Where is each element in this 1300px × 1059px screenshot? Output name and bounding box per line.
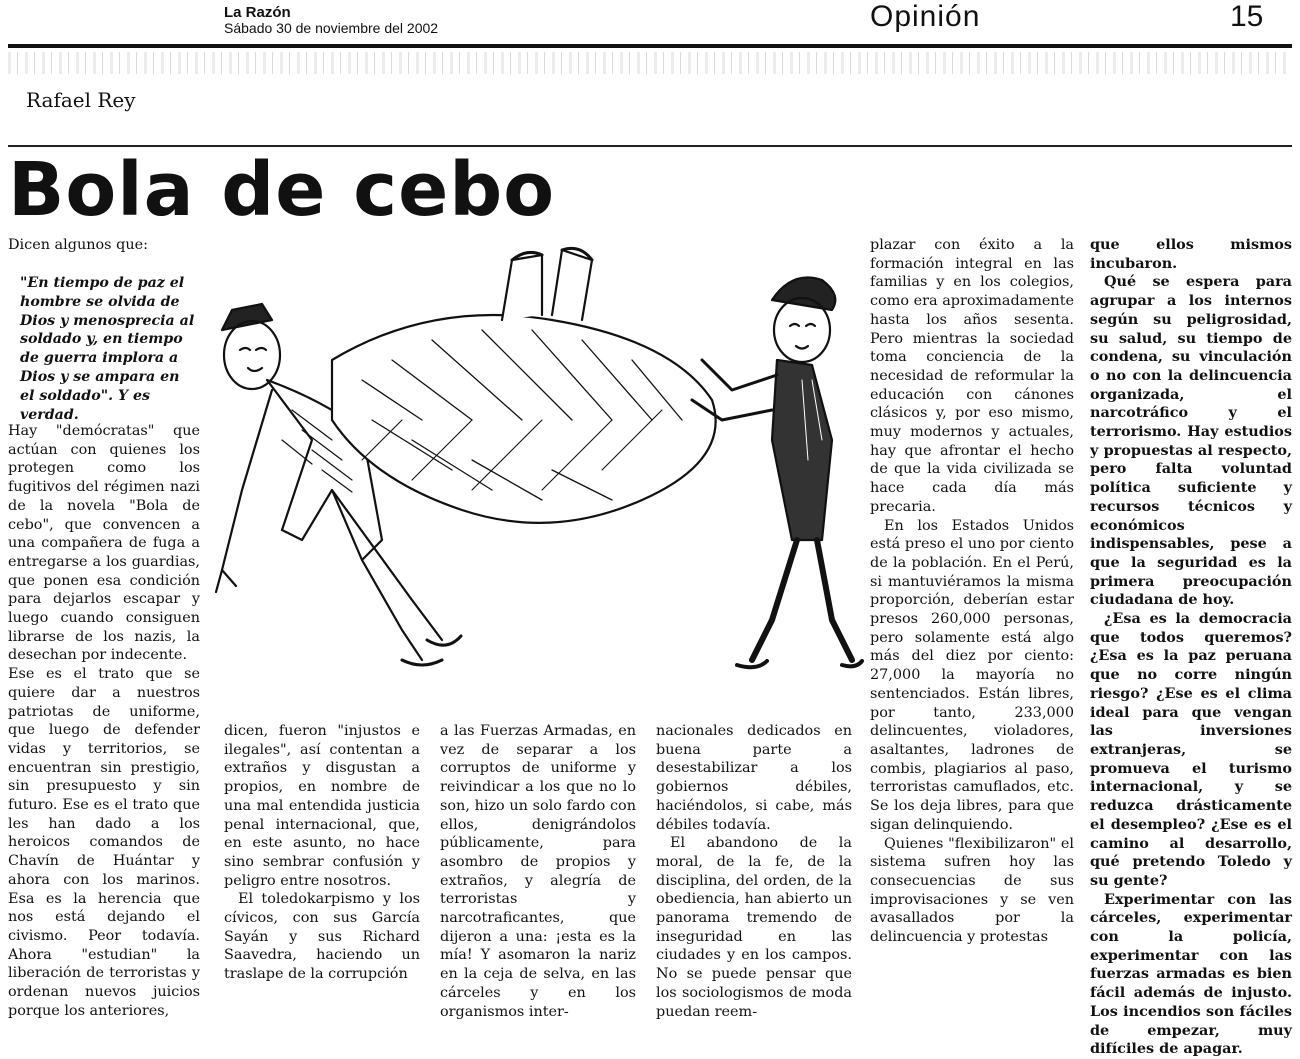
section-title: Opinión — [870, 0, 981, 33]
article-column-4 — [656, 722, 852, 1021]
article-column-1 — [8, 422, 200, 1021]
bundle-feet — [502, 250, 592, 320]
paragraph: Ese es el trato que se quiere dar a nuestros patriotas de uniforme, que luego de defender vidas y territorios, se encuentran sin prestigio, sin presupuesto y sin futuro. Ese es el trato que les han dado a los heroicos comandos de Chavín de Huántar y ahora con los marinos. Esa es la herencia que nos está dejando el civismo. Peor todavía. Ahora "estudian" la liberación de terroristas y ordenan nuevos juicios porque los anteriores, — [8, 666, 200, 1019]
article-intro — [8, 236, 200, 255]
paragraph: ¿Esa es la democracia que todos queremos? ¿Esa es la paz peruana que no corre ningún riesgo? ¿Ese es el clima ideal para que vengan las inversiones extranjeras, se promueva el turismo internacional, y se reduzca drásticamente el desempleo? ¿Ese es el camino al desarrollo, qué pretendo Toledo y su gente? — [1090, 610, 1292, 889]
paragraph: En los Estados Unidos está preso el uno por ciento de la población. En el Perú, si mantuviéramos la misma proporción, deberían estar presos 260,000 personas, pero solamente está algo más del diez por ciento: 27,000 la mayoría no sentenciados. Están libres, por tanto, 233,000 delincuentes, violadores, asaltantes, ladrones de combis, plagiarios al paso, terroristas camuflados, etc. Se los deja libres, para que sigan delinquiendo. — [870, 517, 1074, 833]
left-man-head — [224, 321, 280, 389]
left-man-hat — [222, 304, 272, 330]
paragraph: plazar con éxito a la formación integral en las familias y en los colegios, como era aproximadamente hasta los años sesenta. Pero mientras la sociedad toma conciencia de la necesidad de reformular la educación con cánones clásicos y, por eso mismo, muy modernos y actuales, hay que afrontar el hecho de que la vida civilizada se hace cada día más precaria. — [870, 237, 1074, 515]
paragraph: nacionales dedicados en buena parte a desestabilizar a los gobiernos débiles, haciéndolos, si cabe, más débiles todavía. — [656, 723, 852, 833]
bundle — [332, 315, 716, 523]
paragraph: El abandono de la moral, de la fe, de la disciplina, del orden, de la obediencia, han abierto un panorama tremendo de inseguridad en las ciudades y en los campos. No se puede pensar que los sociologismos de moda puedan reem- — [656, 835, 852, 1020]
paragraph: a las Fuerzas Armadas, en vez de separar a los corruptos de uniforme y reivindicar a los que no lo son, hizo un solo fardo con ellos, denigrándolos públicamente, para asombro de propios y extraños, y alegría de terroristas y narcotraficantes, que dijeron a una: ¡esta es la mía! Y asomaron la nariz en la ceja de selva, en las cárceles y en los organismos inter- — [440, 723, 636, 1020]
byline: Rafael Rey — [26, 88, 136, 112]
paragraph: El toledokarpismo y los cívicos, con sus García Sayán y sus Richard Saavedra, haciendo un traslape de la corrupción — [224, 891, 420, 983]
article-column-5 — [870, 236, 1074, 947]
article-column-6 — [1090, 236, 1292, 1059]
quote-text: "En tiempo de paz el hombre se olvida de Dios y menosprecia al soldado y, en tiempo de guerra implora a Dios y se ampara en el soldado". Y es verdad. — [20, 275, 195, 423]
masthead-rule — [8, 44, 1292, 48]
right-man-head — [774, 298, 830, 362]
halftone-band — [8, 52, 1292, 74]
right-man-legs — [752, 540, 852, 660]
article-column-3 — [440, 722, 636, 1021]
paragraph: dicen, fueron "injustos e ilegales", así contentan a extraños y disgustan a propios, en nombre de una mal entendida justicia penal internacional, que, en este asunto, no hace sino sembrar confusión y peligro entre nosotros. — [224, 723, 420, 889]
headline: Bola de cebo — [8, 147, 556, 233]
right-man-hat — [772, 278, 835, 311]
page-number: 15 — [1230, 0, 1264, 33]
cartoon-illustration — [212, 240, 864, 708]
right-man-body — [772, 360, 832, 540]
paragraph: Qué se espera para agrupar a los internos según su peligrosidad, su salud, su tiempo de condena, su vinculación o no con la delincuencia organizada, el narcotráfico y el terrorismo. Hay estudios y propuestas al respecto, pero falta voluntad política suficiente y recursos técnicos y económicos indispensables, pese a que la seguridad es la primera preocupación ciudadana de hoy. — [1090, 273, 1292, 609]
paragraph: Quienes "flexibilizaron" el sistema sufren hoy las consecuencias de sus improvisaciones y se ven avasallados por la delincuencia y protestas — [870, 835, 1074, 946]
paragraph: Hay "demócratas" que actúan con quienes los protegen como los fugitivos del régimen nazi de la novela "Bola de cebo", que convencen a una compañera de fuga a entregarse a los guardias, que ponen esa condición para dejarlos escapar y luego cuando consiguen librarse de los nazis, la desechan por indecente. — [8, 423, 200, 664]
paragraph: Experimentar con las cárceles, experimentar con la policía, experimentar con las fuerzas armadas es bien fácil además de injusto. Los incendios son fáciles de empezar, muy difíciles de apagar. — [1090, 890, 1292, 1058]
issue-date: Sábado 30 de noviembre del 2002 — [224, 20, 439, 36]
pull-quote — [20, 274, 196, 424]
newspaper-name: La Razón — [224, 4, 291, 21]
paragraph: que ellos mismos incubaron. — [1090, 236, 1292, 272]
article-column-2 — [224, 722, 420, 984]
intro-text: Dicen algunos que: — [8, 237, 148, 253]
